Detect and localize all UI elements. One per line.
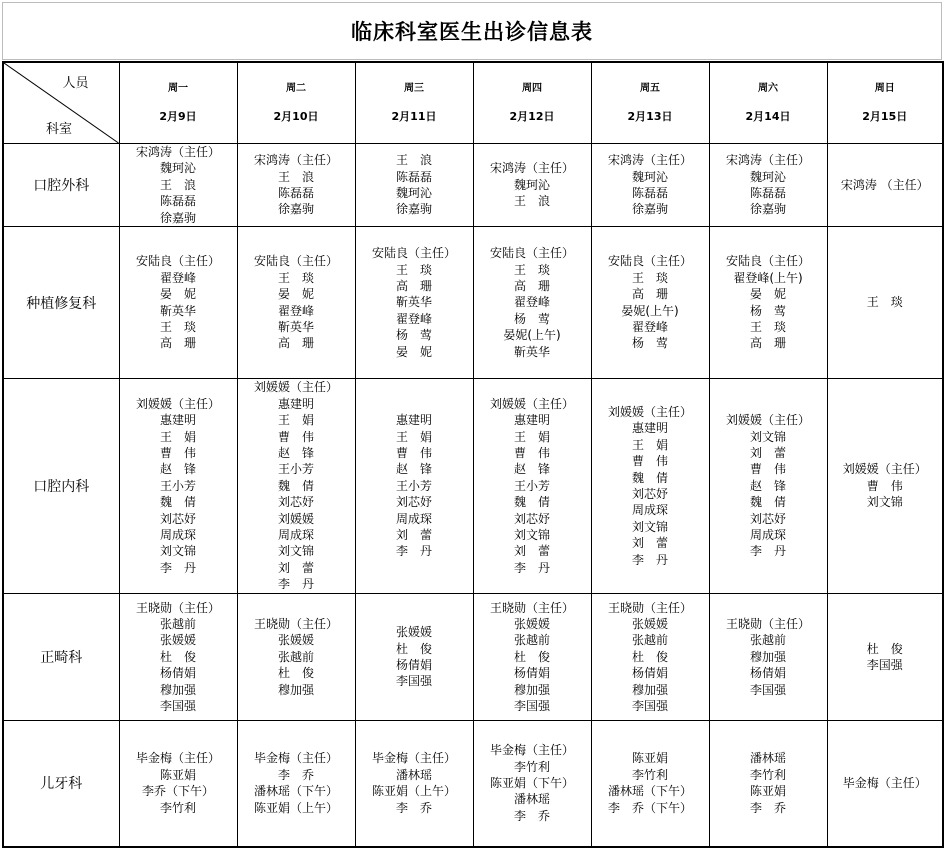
doctor-name: 高 珊 xyxy=(631,287,668,302)
doctor-name: 杜 俊 xyxy=(631,649,668,664)
doctor-name: 张媛媛 xyxy=(159,633,196,648)
doctor-name: 魏珂沁 xyxy=(513,177,550,192)
schedule-cell xyxy=(827,227,943,379)
doctor-name: 李 乔 xyxy=(395,800,432,815)
doctor-name: 潘林瑶 xyxy=(749,751,786,766)
doctor-name: 刘 蕾 xyxy=(395,528,432,543)
doctor-name: 杨倩娟 xyxy=(513,666,550,681)
doctor-name: 杨倩娟 xyxy=(631,666,668,681)
doctor-name: 高 珊 xyxy=(159,336,196,351)
schedule-cell xyxy=(709,227,827,379)
doctor-name: 刘芯妤 xyxy=(631,487,668,502)
staff-label: 人员 xyxy=(62,76,89,91)
doctor-name: 张越前 xyxy=(749,633,786,648)
doctor-name: 刘 蕾 xyxy=(277,560,314,575)
schedule-cell xyxy=(119,144,237,227)
doctor-name: 李竹利 xyxy=(513,759,550,774)
doctor-name: 惠建明 xyxy=(395,413,432,428)
schedule-cell xyxy=(591,721,709,847)
doctor-name: 王小芳 xyxy=(159,478,196,493)
doctor-name: 杨 莺 xyxy=(749,303,786,318)
doctor-name: 陈磊磊 xyxy=(159,194,196,209)
doctor-name: 刘文锦 xyxy=(866,495,903,510)
day-name: 周二 xyxy=(286,83,306,94)
doctor-name: 靳英华 xyxy=(159,303,196,318)
doctor-name: 毕金梅（主任） xyxy=(253,751,338,766)
schedule-cell xyxy=(237,144,355,227)
doctor-name: 王 浪 xyxy=(277,169,314,184)
doctor-name: 王小芳 xyxy=(513,478,550,493)
schedule-cell xyxy=(355,594,473,721)
doctor-name: 陈亚娟 xyxy=(159,767,196,782)
doctor-name: 宋鸿涛（主任） xyxy=(489,161,574,176)
doctor-name: 刘媛媛（主任） xyxy=(253,380,338,395)
doctor-name: 杜 俊 xyxy=(395,641,432,656)
schedule-cell xyxy=(709,594,827,721)
doctor-name: 杜 俊 xyxy=(277,666,314,681)
doctor-name: 刘媛媛（主任） xyxy=(135,396,220,411)
doctor-name: 穆加强 xyxy=(159,682,196,697)
schedule-cell xyxy=(355,144,473,227)
doctor-name: 王 娟 xyxy=(277,413,314,428)
schedule-cell xyxy=(473,721,591,847)
doctor-name: 高 珊 xyxy=(513,278,550,293)
doctor-name: 王 浪 xyxy=(513,194,550,209)
doctor-name: 魏珂沁 xyxy=(631,169,668,184)
day-name: 周五 xyxy=(640,83,660,94)
doctor-name: 王 琰 xyxy=(631,270,668,285)
doctor-name: 刘媛媛（主任） xyxy=(725,413,810,428)
doctor-name: 徐嘉驹 xyxy=(749,202,786,217)
doctor-name: 安陆良（主任） xyxy=(371,246,456,261)
day-header xyxy=(473,62,591,144)
page-title: 临床科室医生出诊信息表 xyxy=(351,19,593,44)
doctor-name: 曹 伟 xyxy=(631,454,668,469)
doctor-name: 晏 妮 xyxy=(395,344,432,359)
doctor-name: 刘 蕾 xyxy=(631,536,668,551)
doctor-name: 李 乔（下午） xyxy=(607,800,692,815)
doctor-name: 高 珊 xyxy=(395,278,432,293)
doctor-name: 曹 伟 xyxy=(749,462,786,477)
doctor-name: 王小芳 xyxy=(395,478,432,493)
doctor-name: 李国强 xyxy=(866,658,903,673)
doctor-name: 张越前 xyxy=(513,633,550,648)
schedule-cell xyxy=(827,594,943,721)
day-header xyxy=(827,62,943,144)
schedule-cell xyxy=(355,379,473,594)
doctor-name: 王晓勋（主任） xyxy=(489,600,574,615)
doctor-name: 赵 锋 xyxy=(277,446,314,461)
schedule-cell xyxy=(119,721,237,847)
day-header xyxy=(591,62,709,144)
doctor-name: 惠建明 xyxy=(159,413,196,428)
doctor-name: 杨倩娟 xyxy=(395,658,432,673)
doctor-name: 刘媛媛（主任） xyxy=(489,396,574,411)
doctor-name: 王晓勋（主任） xyxy=(135,600,220,615)
doctor-name: 杨 莺 xyxy=(631,336,668,351)
doctor-name: 靳英华 xyxy=(513,344,550,359)
doctor-name: 刘 蕾 xyxy=(749,446,786,461)
doctor-name: 李 乔 xyxy=(277,767,314,782)
day-date: 2月12日 xyxy=(509,110,555,123)
day-header xyxy=(355,62,473,144)
doctor-name: 刘文锦 xyxy=(277,544,314,559)
doctor-name: 王晓勋（主任） xyxy=(253,617,338,632)
doctor-name: 杜 俊 xyxy=(513,649,550,664)
doctor-name: 陈亚娟 xyxy=(631,751,668,766)
doctor-name: 晏妮(上午) xyxy=(503,328,561,343)
dept-name: 正畸科 xyxy=(3,594,119,721)
doctor-name: 刘文锦 xyxy=(631,519,668,534)
doctor-name: 杜 俊 xyxy=(159,649,196,664)
doctor-name: 李 丹 xyxy=(277,577,314,592)
day-header xyxy=(119,62,237,144)
doctor-name: 魏 倩 xyxy=(277,478,314,493)
day-date: 2月10日 xyxy=(273,110,319,123)
doctor-name: 安陆良（主任） xyxy=(253,254,338,269)
doctor-name: 翟登峰 xyxy=(513,295,550,310)
doctor-name: 宋鸿涛（主任） xyxy=(725,153,810,168)
doctor-name: 赵 锋 xyxy=(749,478,786,493)
doctor-name: 陈亚娟（上午） xyxy=(371,784,456,799)
doctor-name: 刘文锦 xyxy=(159,544,196,559)
doctor-name: 翟登峰 xyxy=(631,319,668,334)
dept-name: 口腔内科 xyxy=(3,379,119,594)
doctor-name: 李国强 xyxy=(159,699,196,714)
schedule-cell xyxy=(119,594,237,721)
header-row xyxy=(3,62,943,144)
doctor-name: 李乔（下午） xyxy=(141,784,214,799)
doctor-name: 高 珊 xyxy=(277,336,314,351)
doctor-name: 陈亚娟（下午） xyxy=(489,776,574,791)
day-date: 2月11日 xyxy=(391,110,437,123)
doctor-name: 宋鸿涛 （主任） xyxy=(840,177,929,192)
doctor-name: 刘芯妤 xyxy=(749,511,786,526)
doctor-name: 杨 莺 xyxy=(395,328,432,343)
doctor-name: 陈亚娟（上午） xyxy=(253,800,338,815)
doctor-name: 张越前 xyxy=(631,633,668,648)
doctor-name: 曹 伟 xyxy=(866,478,903,493)
schedule-cell xyxy=(827,721,943,847)
doctor-name: 赵 锋 xyxy=(159,462,196,477)
doctor-name: 宋鸿涛（主任） xyxy=(607,153,692,168)
schedule-cell xyxy=(709,144,827,227)
doctor-name: 王 琰 xyxy=(513,262,550,277)
day-date: 2月14日 xyxy=(745,110,791,123)
schedule-cell xyxy=(473,594,591,721)
schedule-cell xyxy=(473,144,591,227)
doctor-name: 翟登峰 xyxy=(277,303,314,318)
doctor-name: 周成琛 xyxy=(395,511,432,526)
doctor-name: 李竹利 xyxy=(749,767,786,782)
schedule-cell xyxy=(709,721,827,847)
doctor-name: 陈磊磊 xyxy=(749,186,786,201)
day-name: 周日 xyxy=(874,83,895,94)
doctor-name: 穆加强 xyxy=(749,649,786,664)
doctor-name: 晏妮(上午) xyxy=(621,303,679,318)
doctor-name: 曹 伟 xyxy=(395,446,432,461)
doctor-name: 周成琛 xyxy=(631,503,668,518)
doctor-name: 徐嘉驹 xyxy=(277,202,314,217)
doctor-name: 张媛媛 xyxy=(277,633,314,648)
doctor-name: 魏珂沁 xyxy=(159,161,196,176)
doctor-name: 潘林瑶（下午） xyxy=(253,784,338,799)
doctor-name: 魏 倩 xyxy=(749,495,786,510)
doctor-name: 王 娟 xyxy=(631,437,668,452)
doctor-name: 曹 伟 xyxy=(159,446,196,461)
schedule-cell xyxy=(591,227,709,379)
doctor-name: 穆加强 xyxy=(631,682,668,697)
dept-row xyxy=(3,594,943,721)
doctor-name: 刘芯妤 xyxy=(395,495,432,510)
doctor-name: 李 乔 xyxy=(513,808,550,823)
doctor-name: 刘芯妤 xyxy=(513,511,550,526)
day-header xyxy=(709,62,827,144)
doctor-name: 徐嘉驹 xyxy=(159,210,196,225)
doctor-name: 陈磊磊 xyxy=(631,186,668,201)
doctor-name: 穆加强 xyxy=(513,682,550,697)
schedule-cell xyxy=(709,379,827,594)
schedule-cell xyxy=(237,594,355,721)
doctor-name: 潘林瑶 xyxy=(395,767,432,782)
schedule-cell xyxy=(237,379,355,594)
doctor-name: 周成琛 xyxy=(159,528,196,543)
day-name: 周四 xyxy=(522,83,542,94)
day-date: 2月13日 xyxy=(627,110,673,123)
doctor-name: 刘文锦 xyxy=(749,429,786,444)
doctor-name: 张越前 xyxy=(159,617,196,632)
doctor-name: 惠建明 xyxy=(631,421,668,436)
doctor-name: 王晓勋（主任） xyxy=(725,617,810,632)
doctor-name: 翟登峰 xyxy=(395,311,432,326)
doctor-name: 刘文锦 xyxy=(513,528,550,543)
doctor-name: 李 丹 xyxy=(395,544,432,559)
doctor-name: 潘林瑶（下午） xyxy=(607,784,692,799)
schedule-table xyxy=(2,61,944,848)
doctor-name: 魏 倩 xyxy=(631,470,668,485)
doctor-name: 张越前 xyxy=(277,649,314,664)
schedule-cell xyxy=(355,721,473,847)
doctor-name: 刘媛媛（主任） xyxy=(607,405,692,419)
doctor-name: 李 丹 xyxy=(631,552,668,567)
day-date: 2月15日 xyxy=(862,110,908,123)
doctor-name: 魏珂沁 xyxy=(395,186,432,201)
dept-row xyxy=(3,144,943,227)
doctor-name: 穆加强 xyxy=(277,682,314,697)
doctor-name: 魏珂沁 xyxy=(749,169,786,184)
schedule-cell xyxy=(827,379,943,594)
doctor-name: 王 琰 xyxy=(277,270,314,285)
doctor-name: 安陆良（主任） xyxy=(725,254,810,269)
doctor-name: 宋鸿涛（主任） xyxy=(253,153,338,168)
doctor-name: 惠建明 xyxy=(513,413,550,428)
doctor-name: 刘媛媛（主任） xyxy=(842,462,927,477)
doctor-name: 宋鸿涛（主任） xyxy=(135,145,220,159)
schedule-cell xyxy=(119,227,237,379)
day-name: 周一 xyxy=(168,83,188,94)
dept-label: 科室 xyxy=(46,122,73,137)
doctor-name: 徐嘉驹 xyxy=(395,202,432,217)
doctor-name: 毕金梅（主任） xyxy=(135,751,220,766)
doctor-name: 杜 俊 xyxy=(866,641,903,656)
schedule-cell xyxy=(237,227,355,379)
doctor-name: 晏 妮 xyxy=(159,287,196,302)
dept-name: 种植修复科 xyxy=(3,227,119,379)
doctor-name: 杨倩娟 xyxy=(749,666,786,681)
doctor-name: 王 琰 xyxy=(749,319,786,334)
doctor-name: 陈磊磊 xyxy=(395,169,432,184)
doctor-name: 李竹利 xyxy=(159,800,196,815)
doctor-name: 刘芯妤 xyxy=(277,495,314,510)
doctor-name: 晏 妮 xyxy=(749,287,786,302)
doctor-name: 翟登峰 xyxy=(159,270,196,285)
doctor-name: 王 娟 xyxy=(159,429,196,444)
doctor-name: 安陆良（主任） xyxy=(135,254,220,269)
doctor-name: 李国强 xyxy=(631,699,668,714)
doctor-name: 李 丹 xyxy=(749,544,786,559)
schedule-cell xyxy=(827,144,943,227)
dept-row xyxy=(3,721,943,847)
schedule-cell xyxy=(591,379,709,594)
schedule-cell xyxy=(237,721,355,847)
doctor-name: 潘林瑶 xyxy=(513,792,550,807)
doctor-name: 赵 锋 xyxy=(395,462,432,477)
doctor-name: 晏 妮 xyxy=(277,287,314,302)
schedule-cell xyxy=(591,144,709,227)
doctor-name: 靳英华 xyxy=(395,295,432,310)
doctor-name: 翟登峰(上午) xyxy=(733,270,803,285)
schedule-cell xyxy=(119,379,237,594)
doctor-name: 毕金梅（主任） xyxy=(371,751,456,766)
doctor-name: 李国强 xyxy=(395,674,432,689)
doctor-name: 王 娟 xyxy=(513,429,550,444)
doctor-name: 赵 锋 xyxy=(513,462,550,477)
schedule-cell xyxy=(473,379,591,594)
doctor-name: 周成琛 xyxy=(277,528,314,543)
doctor-name: 刘 蕾 xyxy=(513,544,550,559)
doctor-name: 王小芳 xyxy=(277,462,314,477)
doctor-name: 曹 伟 xyxy=(513,446,550,461)
doctor-name: 魏 倩 xyxy=(513,495,550,510)
doctor-name: 徐嘉驹 xyxy=(631,202,668,217)
doctor-name: 张媛媛 xyxy=(395,625,432,640)
day-name: 周三 xyxy=(404,83,424,94)
doctor-name: 李国强 xyxy=(513,699,550,714)
title-bar xyxy=(2,2,942,60)
doctor-name: 陈亚娟 xyxy=(749,784,786,799)
doctor-name: 惠建明 xyxy=(277,396,314,411)
doctor-name: 李 丹 xyxy=(159,560,196,575)
doctor-name: 刘媛媛 xyxy=(277,511,314,526)
schedule-cell xyxy=(473,227,591,379)
schedule-cell xyxy=(591,594,709,721)
doctor-name: 陈磊磊 xyxy=(277,186,314,201)
dept-name: 口腔外科 xyxy=(3,144,119,227)
doctor-name: 王晓勋（主任） xyxy=(607,600,692,615)
doctor-name: 李竹利 xyxy=(631,767,668,782)
doctor-name: 毕金梅（主任） xyxy=(842,776,927,791)
doctor-name: 王 娟 xyxy=(395,429,432,444)
doctor-name: 杨 莺 xyxy=(513,311,550,326)
doctor-name: 安陆良（主任） xyxy=(489,246,574,261)
doctor-name: 魏 倩 xyxy=(159,495,196,510)
dept-row xyxy=(3,227,943,379)
dept-name: 儿牙科 xyxy=(3,721,119,847)
doctor-name: 刘芯妤 xyxy=(159,511,196,526)
doctor-name: 曹 伟 xyxy=(277,429,314,444)
doctor-name: 王 琰 xyxy=(866,295,903,310)
day-name: 周六 xyxy=(758,83,778,94)
doctor-name: 李 丹 xyxy=(513,560,550,575)
doctor-name: 张媛媛 xyxy=(513,617,550,632)
doctor-name: 杨倩娟 xyxy=(159,666,196,681)
corner-header xyxy=(3,62,119,144)
doctor-name: 张媛媛 xyxy=(631,617,668,632)
doctor-name: 王 浪 xyxy=(395,153,432,168)
doctor-name: 周成琛 xyxy=(749,528,786,543)
doctor-name: 安陆良（主任） xyxy=(607,254,692,269)
doctor-name: 高 珊 xyxy=(749,336,786,351)
schedule-cell xyxy=(355,227,473,379)
day-date: 2月9日 xyxy=(159,110,197,123)
dept-row xyxy=(3,379,943,594)
doctor-name: 李国强 xyxy=(749,682,786,697)
doctor-name: 李 乔 xyxy=(749,800,786,815)
doctor-name: 王 琰 xyxy=(395,262,432,277)
doctor-name: 王 浪 xyxy=(159,177,196,192)
doctor-name: 靳英华 xyxy=(277,319,314,334)
doctor-name: 王 琰 xyxy=(159,319,196,334)
doctor-name: 毕金梅（主任） xyxy=(489,743,574,758)
day-header xyxy=(237,62,355,144)
